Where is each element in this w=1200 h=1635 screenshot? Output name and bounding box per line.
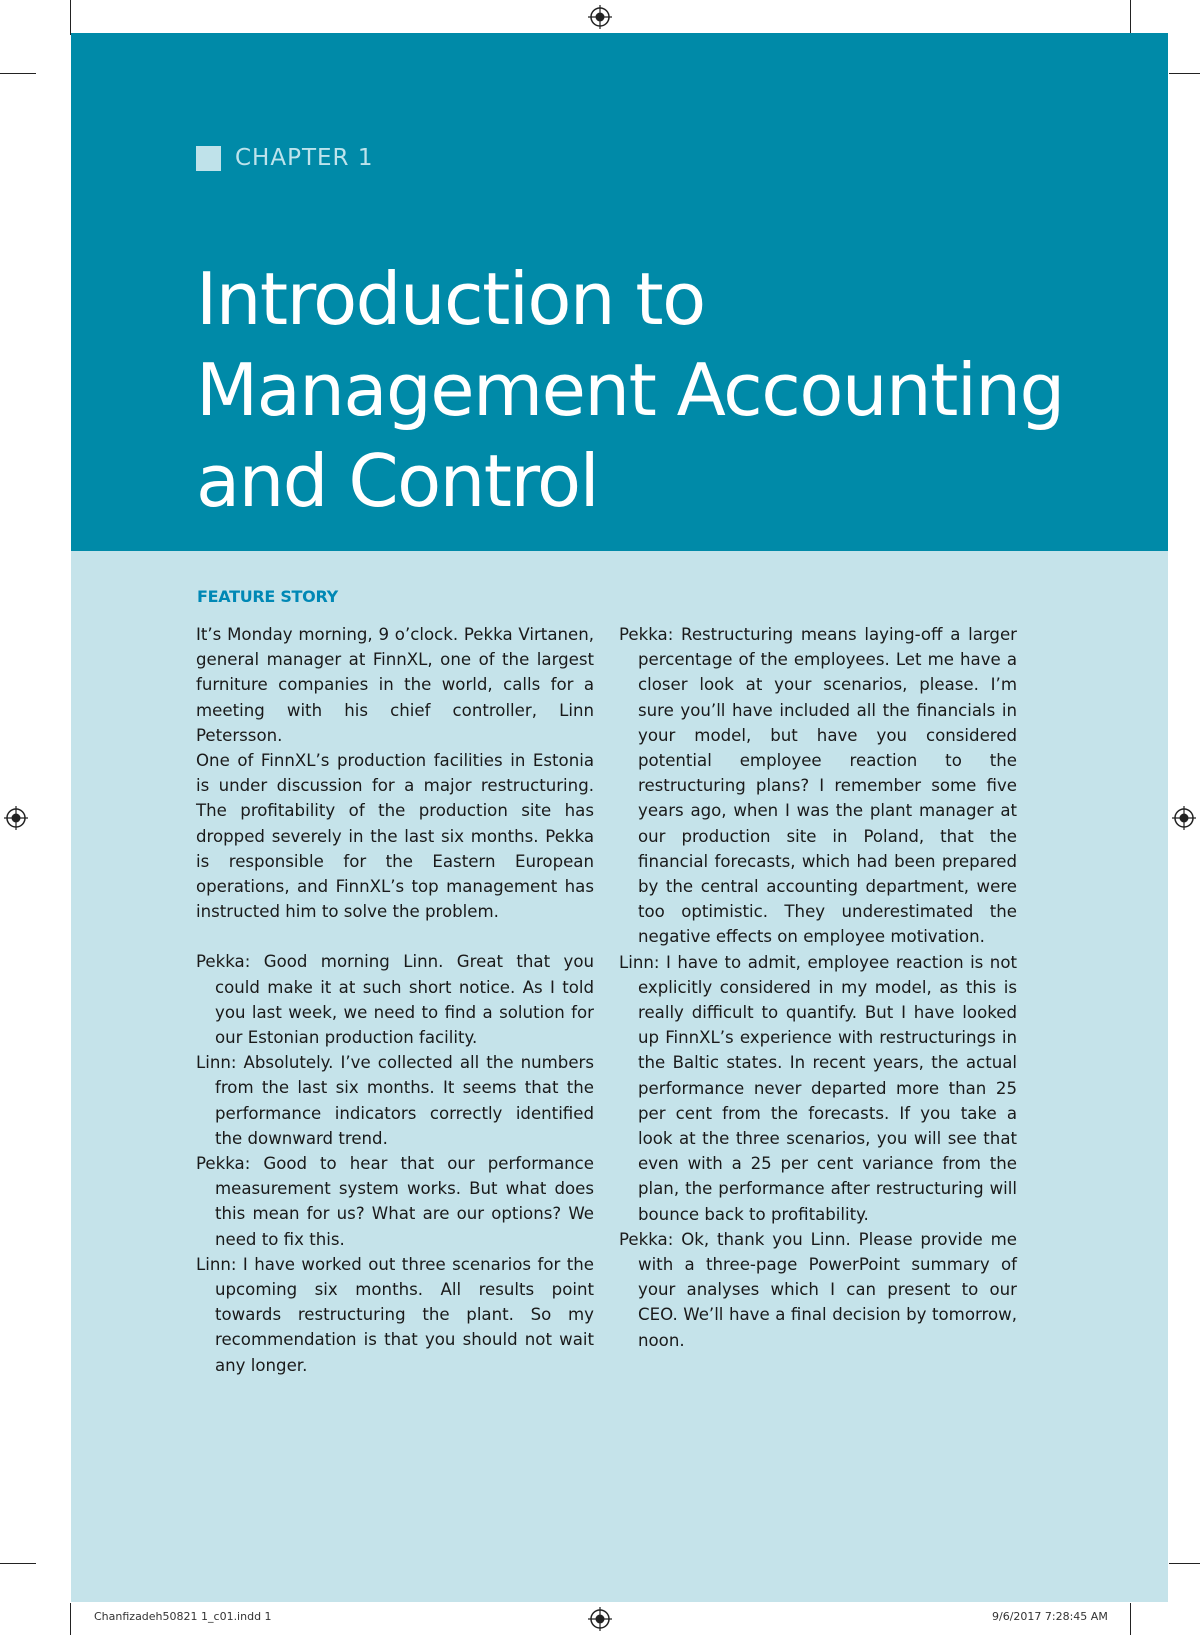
chapter-label-text: CHAPTER 1 xyxy=(235,145,374,171)
text-column-left xyxy=(196,622,594,1378)
registration-mark-icon xyxy=(588,1607,612,1631)
trim-mark-top-right xyxy=(1130,0,1131,35)
chapter-title-line: and Control xyxy=(196,439,599,523)
registration-mark-icon xyxy=(1172,806,1196,830)
registration-mark-icon xyxy=(588,5,612,29)
square-bullet-icon xyxy=(196,146,221,171)
footer-file-info: Chanfizadeh50821 1_c01.indd 1 xyxy=(94,1610,272,1623)
footer-timestamp: 9/6/2017 7:28:45 AM xyxy=(992,1610,1108,1623)
text-column-right xyxy=(619,622,1017,1353)
dialogue-line: Pekka: Ok, thank you Linn. Please provide me with a three-page PowerPoint summary of your analyses which I can present to our CEO. We’ll have a final decision by tomorrow, noon. xyxy=(619,1229,1017,1350)
trim-mark-left-bottom xyxy=(0,1563,36,1564)
dialogue-line: Pekka: Good to hear that our performance measurement system works. But what does this mean for us? What are our options? We need to fix this. xyxy=(196,1154,594,1249)
chapter-label xyxy=(196,145,373,171)
trim-mark-bottom-left xyxy=(70,1603,71,1635)
trim-mark-left-top xyxy=(0,73,36,74)
trim-mark-bottom-right xyxy=(1130,1603,1131,1635)
intro-paragraph: It’s Monday morning, 9 o’clock. Pekka Virtanen, general manager at FinnXL, one of the largest furniture companies in the world, calls for a meeting with his chief controller, Linn Petersson. xyxy=(196,625,594,745)
dialogue-line: Linn: I have worked out three scenarios for the upcoming six months. All results point towards restructuring the plant. So my recommendation is that you should not wait any longer. xyxy=(196,1254,594,1375)
dialogue-line: Linn: Absolutely. I’ve collected all the numbers from the last six months. It seems that the performance indicators correctly identified the downward trend. xyxy=(196,1053,594,1148)
feature-story-heading: FEATURE STORY xyxy=(197,587,338,606)
trim-mark-right-top xyxy=(1169,73,1200,74)
dialogue-line: Pekka: Good morning Linn. Great that you could make it at such short notice. As I told you last week, we need to find a solution for our Estonian production facility. xyxy=(196,952,594,1048)
chapter-title xyxy=(196,254,1156,527)
intro-paragraph: One of FinnXL’s production facilities in Estonia is under discussion for a major restructuring. The profitability of the production site has dropped severely in the last six months. Pekka is responsible for the Eastern European operations, and FinnXL’s top management has instructed him to solve the problem. xyxy=(196,751,594,922)
registration-mark-icon xyxy=(4,806,28,830)
dialogue-line: Linn: I have to admit, employee reaction is not explicitly considered in my model, as this is really difficult to quantify. But I have looked up FinnXL’s experience with restructurings in the Baltic states. In recent years, the actual performance never departed more than 25 per cent from the forecasts. If you take a look at the three scenarios, you will see that even with a 25 per cent variance from the plan, the performance after restructuring will bounce back to profitability. xyxy=(619,952,1017,1224)
trim-mark-right-bottom xyxy=(1169,1563,1200,1564)
chapter-title-line: Management Accounting xyxy=(196,348,1064,432)
trim-mark-top-left xyxy=(70,0,71,35)
chapter-title-line: Introduction to xyxy=(196,257,705,341)
dialogue-line: Pekka: Restructuring means laying-off a larger percentage of the employees. Let me have a closer look at your scenarios, please. I’m sure you’ll have included all the financials in your model, but have you considered potential employee reaction to the restructuring plans? I remember some five years ago, when I was the plant manager at our production site in Poland, that the financial forecasts, which had been prepared by the central accounting department, were too optimistic. They underestimated the negative effects on employee motivation. xyxy=(619,625,1017,947)
